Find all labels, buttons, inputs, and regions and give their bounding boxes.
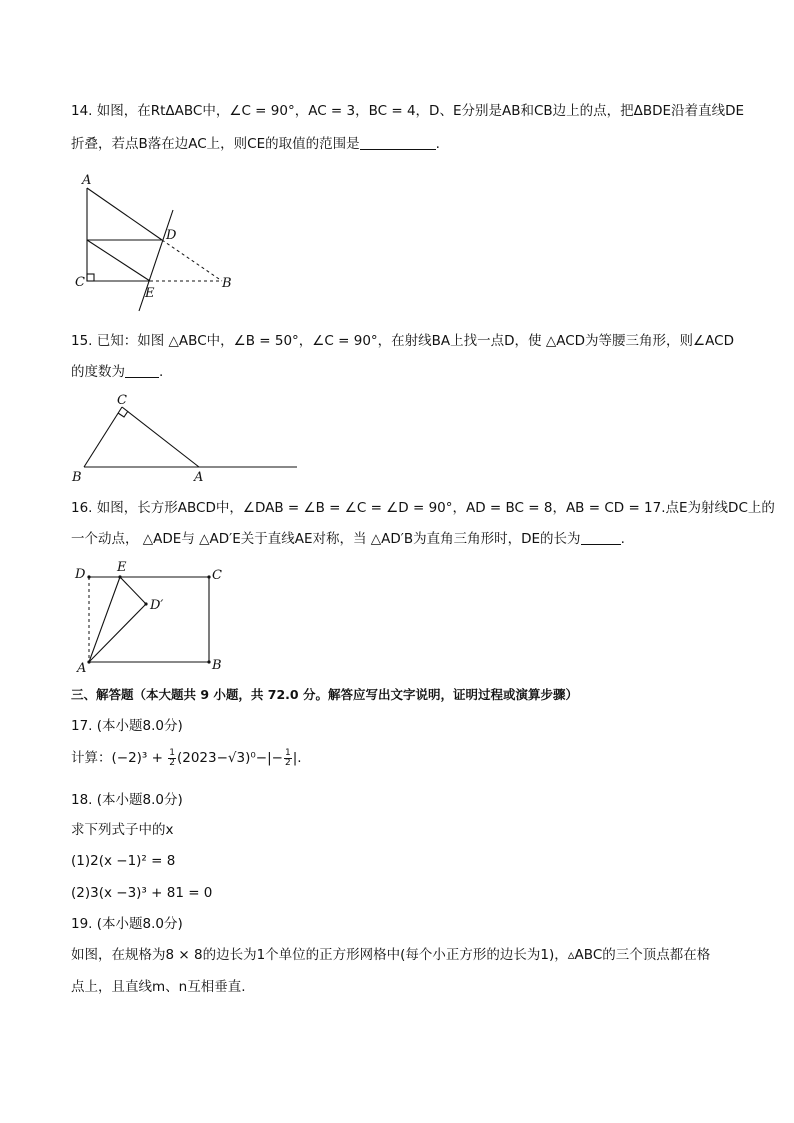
q18-equation-2: (2)3(x −3)³ + 81 = 0 — [71, 885, 213, 901]
q16-point-b — [207, 660, 210, 663]
q14-label-b: B — [222, 276, 232, 291]
q14-label-e: E — [145, 286, 155, 301]
q16-label-c: C — [212, 568, 222, 583]
q18-heading: 18. (本小题8.0分) — [71, 792, 183, 808]
q18-equation-1: (1)2(x −1)² = 8 — [71, 853, 176, 869]
section-3-heading: 三、解答题（本大题共 9 小题，共 72.0 分。解答应写出文字说明，证明过程或演算步骤） — [71, 687, 578, 702]
q14-label-a: A — [82, 173, 92, 188]
q16-label-dprime: D′ — [150, 598, 164, 613]
q16-label-b: B — [212, 658, 222, 673]
q19-heading: 19. (本小题8.0分) — [71, 916, 183, 932]
q14-label-d: D — [166, 228, 177, 243]
q14-text-line1: 14. 如图，在RtΔABC中，∠C = 90°，AC = 3，BC = 4，D、E分别是AB和CB边上的点，把ΔBDE沿着直线DE — [71, 103, 745, 119]
q16-point-e — [118, 575, 121, 578]
q15-label-c: C — [117, 393, 127, 408]
q16-point-dp — [144, 602, 147, 605]
q17-fraction-half: $\frac{1}{2}$ — [169, 747, 175, 768]
q17-expression — [71, 748, 302, 768]
q15-label-b: B — [72, 470, 82, 485]
q14-label-c: C — [75, 275, 85, 290]
q15-line2-prefix: 的度数为 — [71, 364, 125, 380]
q16-line2-suffix: . — [620, 531, 625, 547]
q15-line2-suffix: . — [159, 364, 164, 380]
q16-label-e: E — [117, 560, 127, 575]
q17-suffix: |. — [292, 750, 302, 766]
q16-line2-prefix: 一个动点， △ADE与 △AD′E关于直线AE对称，当 △AD′B为直角三角形时，DE的长为 — [71, 531, 581, 547]
q16-label-d: D — [75, 567, 86, 582]
q18-intro: 求下列式子中的x — [71, 822, 174, 838]
q16-label-a: A — [77, 661, 87, 676]
q16-text-line1: 16. 如图，长方形ABCD中，∠DAB = ∠B = ∠C = ∠D = 90°，AD = BC = 8，AB = CD = 17.点E为射线DC上的 — [71, 500, 775, 516]
q16-segment-ae — [89, 577, 120, 662]
q17-heading: 17. (本小题8.0分) — [71, 718, 183, 734]
q14-line2-prefix: 折叠，若点B落在边AC上，则CE的取值的范围是 — [71, 136, 360, 152]
q17-fraction-half-2: $\frac{1}{2}$ — [284, 747, 291, 768]
q19-text-line2: 点上，且直线m、n互相垂直. — [71, 979, 246, 995]
q15-label-a: A — [194, 470, 204, 485]
q16-point-a — [87, 660, 90, 663]
q16-point-c — [207, 575, 210, 578]
q16-point-d — [87, 575, 90, 578]
q16-segment-adp — [89, 604, 146, 662]
q19-text-line1: 如图，在规格为8 × 8的边长为1个单位的正方形网格中(每个小正方形的边长为1)，▵ABC的三个顶点都在格 — [71, 947, 711, 963]
q15-text-line1: 15. 已知：如图 △ABC中，∠B = 50°，∠C = 90°，在射线BA上找一点D，使 △ACD为等腰三角形，则∠ACD — [71, 333, 734, 349]
q14-line2-suffix: . — [435, 136, 440, 152]
q17-prefix: 计算：(−2)³ + — [71, 750, 168, 766]
q16-segment-edp — [120, 577, 146, 604]
q17-middle: (2023−√3)⁰−|− — [176, 750, 283, 766]
